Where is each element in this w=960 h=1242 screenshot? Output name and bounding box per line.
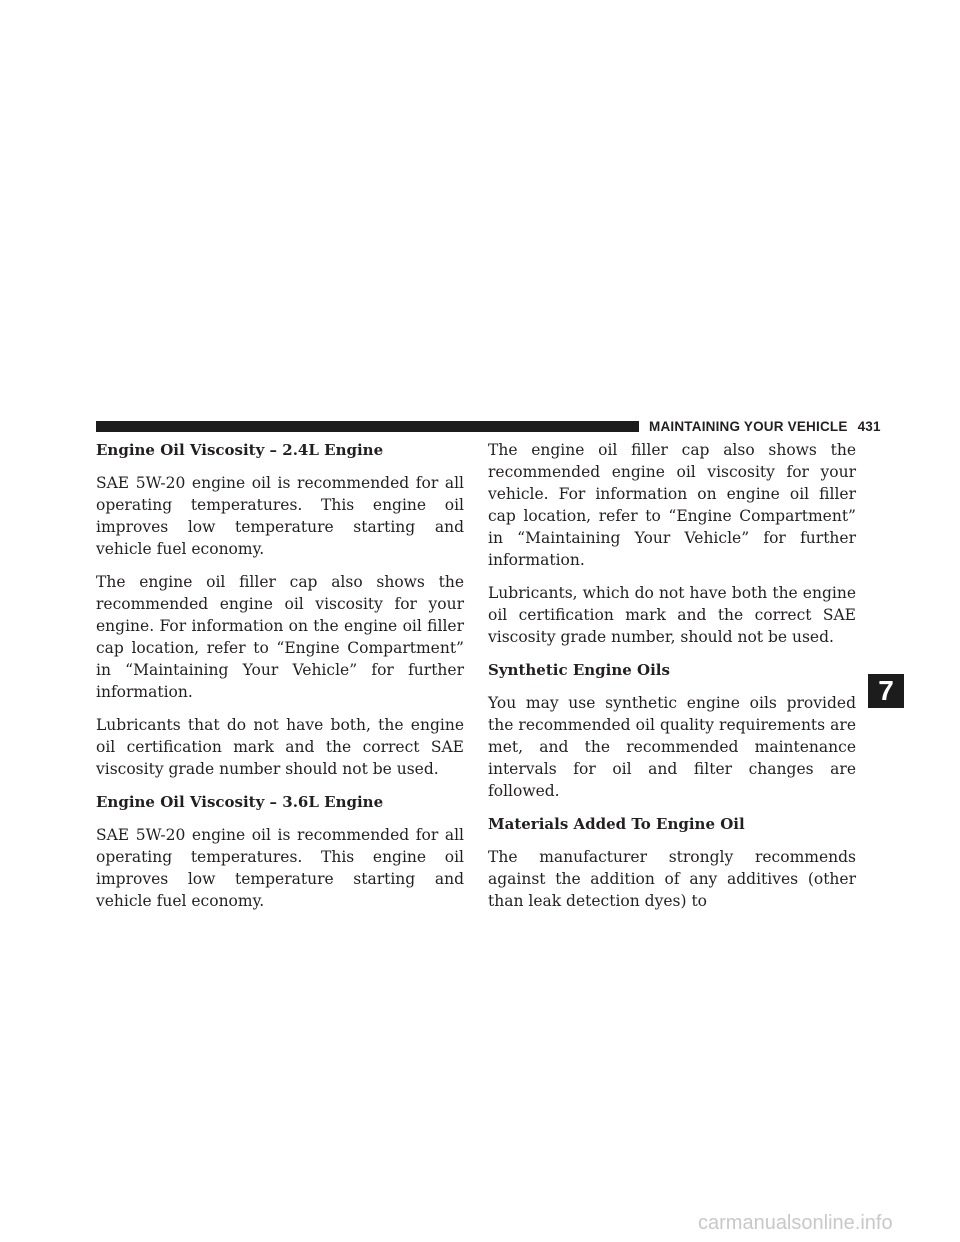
running-head bbox=[649, 417, 881, 436]
heading-viscosity-3-6l: Engine Oil Viscosity – 3.6L Engine bbox=[96, 793, 384, 811]
right-column bbox=[488, 439, 856, 923]
paragraph: The engine oil filler cap also shows the recommended engine oil viscosity for your vehicle. For information on engine oil filler cap location, refer to “Engine Compartment” in “Maintaining Your Vehicle” for further information. bbox=[488, 441, 856, 569]
paragraph: The engine oil filler cap also shows the recommended engine oil viscosity for your engine. For information on the engine oil filler cap location, refer to “Engine Compartment” in “Maintaining Your Vehicle” for further information. bbox=[96, 573, 464, 701]
left-column bbox=[96, 439, 464, 923]
paragraph: Lubricants, which do not have both the engine oil certification mark and the correct SAE viscosity grade number, should not be used. bbox=[488, 584, 856, 646]
paragraph: SAE 5W-20 engine oil is recommended for all operating temperatures. This engine oil improves low temperature starting and vehicle fuel economy. bbox=[96, 826, 464, 910]
heading-materials-added: Materials Added To Engine Oil bbox=[488, 815, 745, 833]
paragraph: The manufacturer strongly recommends against the addition of any additives (other than leak detection dyes) to bbox=[488, 848, 856, 910]
paragraph: Lubricants that do not have both, the engine oil certification mark and the correct SAE viscosity grade number should not be used. bbox=[96, 716, 464, 778]
watermark: carmanualsonline.info bbox=[698, 1212, 893, 1234]
paragraph: You may use synthetic engine oils provided the recommended oil quality requirements are met, and the recommended maintenance intervals for oil and filter changes are followed. bbox=[488, 694, 856, 800]
header-rule-bar bbox=[96, 421, 639, 432]
heading-synthetic-oils: Synthetic Engine Oils bbox=[488, 661, 670, 679]
chapter-tab: 7 bbox=[868, 674, 904, 708]
page-number: 431 bbox=[857, 419, 881, 434]
section-title: MAINTAINING YOUR VEHICLE bbox=[649, 419, 848, 434]
paragraph: SAE 5W-20 engine oil is recommended for all operating temperatures. This engine oil improves low temperature starting and vehicle fuel economy. bbox=[96, 474, 464, 558]
heading-viscosity-2-4l: Engine Oil Viscosity – 2.4L Engine bbox=[96, 441, 384, 459]
